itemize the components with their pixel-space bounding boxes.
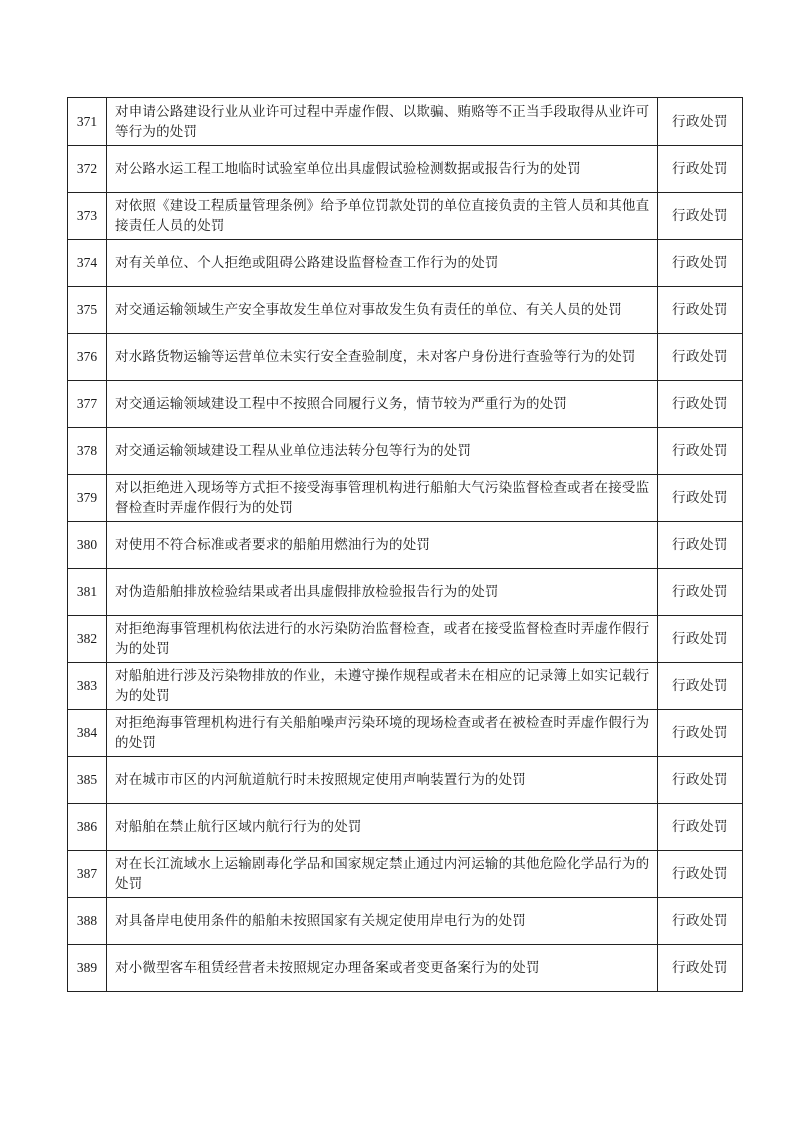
table-row — [68, 193, 743, 240]
item-description: 对使用不符合标准或者要求的船舶用燃油行为的处罚 — [107, 522, 658, 569]
item-description: 对以拒绝进入现场等方式拒不接受海事管理机构进行船舶大气污染监督检查或者在接受监督检查时弄虚作假行为的处罚 — [107, 475, 658, 522]
item-number: 384 — [68, 710, 107, 757]
item-number: 385 — [68, 757, 107, 804]
item-type: 行政处罚 — [658, 193, 743, 240]
item-type: 行政处罚 — [658, 710, 743, 757]
table-row — [68, 240, 743, 287]
item-description: 对小微型客车租赁经营者未按照规定办理备案或者变更备案行为的处罚 — [107, 945, 658, 992]
item-description: 对交通运输领域建设工程中不按照合同履行义务，情节较为严重行为的处罚 — [107, 381, 658, 428]
item-type: 行政处罚 — [658, 98, 743, 146]
item-description: 对申请公路建设行业从业许可过程中弄虚作假、以欺骗、贿赂等不正当手段取得从业许可等行为的处罚 — [107, 98, 658, 146]
item-type: 行政处罚 — [658, 804, 743, 851]
table-row — [68, 663, 743, 710]
item-description: 对依照《建设工程质量管理条例》给予单位罚款处罚的单位直接负责的主管人员和其他直接责任人员的处罚 — [107, 193, 658, 240]
item-type: 行政处罚 — [658, 663, 743, 710]
item-description: 对伪造船舶排放检验结果或者出具虚假排放检验报告行为的处罚 — [107, 569, 658, 616]
item-description: 对船舶进行涉及污染物排放的作业，未遵守操作规程或者未在相应的记录簿上如实记载行为的处罚 — [107, 663, 658, 710]
item-number: 383 — [68, 663, 107, 710]
item-description: 对交通运输领域建设工程从业单位违法转分包等行为的处罚 — [107, 428, 658, 475]
item-type: 行政处罚 — [658, 381, 743, 428]
table-row — [68, 898, 743, 945]
item-description: 对具备岸电使用条件的船舶未按照国家有关规定使用岸电行为的处罚 — [107, 898, 658, 945]
table-row — [68, 945, 743, 992]
item-description: 对拒绝海事管理机构进行有关船舶噪声污染环境的现场检查或者在被检查时弄虚作假行为的处罚 — [107, 710, 658, 757]
item-number: 371 — [68, 98, 107, 146]
table-row — [68, 851, 743, 898]
item-type: 行政处罚 — [658, 428, 743, 475]
item-number: 387 — [68, 851, 107, 898]
item-description: 对有关单位、个人拒绝或阻碍公路建设监督检查工作行为的处罚 — [107, 240, 658, 287]
table-row — [68, 616, 743, 663]
table-row — [68, 287, 743, 334]
table-row — [68, 98, 743, 146]
item-type: 行政处罚 — [658, 146, 743, 193]
item-number: 389 — [68, 945, 107, 992]
item-type: 行政处罚 — [658, 287, 743, 334]
item-description: 对在城市市区的内河航道航行时未按照规定使用声响装置行为的处罚 — [107, 757, 658, 804]
item-number: 382 — [68, 616, 107, 663]
item-number: 372 — [68, 146, 107, 193]
item-description: 对公路水运工程工地临时试验室单位出具虚假试验检测数据或报告行为的处罚 — [107, 146, 658, 193]
item-type: 行政处罚 — [658, 240, 743, 287]
item-type: 行政处罚 — [658, 898, 743, 945]
table-row — [68, 381, 743, 428]
item-number: 381 — [68, 569, 107, 616]
item-number: 378 — [68, 428, 107, 475]
item-type: 行政处罚 — [658, 334, 743, 381]
table-row — [68, 522, 743, 569]
item-type: 行政处罚 — [658, 616, 743, 663]
table-row — [68, 804, 743, 851]
item-type: 行政处罚 — [658, 475, 743, 522]
table-row — [68, 569, 743, 616]
item-type: 行政处罚 — [658, 757, 743, 804]
table-row — [68, 475, 743, 522]
table-row — [68, 146, 743, 193]
item-number: 386 — [68, 804, 107, 851]
item-number: 379 — [68, 475, 107, 522]
table-row — [68, 710, 743, 757]
table-row — [68, 757, 743, 804]
item-number: 380 — [68, 522, 107, 569]
item-description: 对水路货物运输等运营单位未实行安全查验制度，未对客户身份进行查验等行为的处罚 — [107, 334, 658, 381]
item-description: 对交通运输领域生产安全事故发生单位对事故发生负有责任的单位、有关人员的处罚 — [107, 287, 658, 334]
item-number: 388 — [68, 898, 107, 945]
table-row — [68, 334, 743, 381]
item-number: 377 — [68, 381, 107, 428]
item-number: 376 — [68, 334, 107, 381]
item-description: 对拒绝海事管理机构依法进行的水污染防治监督检查，或者在接受监督检查时弄虚作假行为的处罚 — [107, 616, 658, 663]
item-number: 373 — [68, 193, 107, 240]
item-number: 375 — [68, 287, 107, 334]
item-type: 行政处罚 — [658, 569, 743, 616]
item-description: 对船舶在禁止航行区域内航行行为的处罚 — [107, 804, 658, 851]
item-type: 行政处罚 — [658, 945, 743, 992]
penalty-items-table — [67, 97, 743, 992]
table-row — [68, 428, 743, 475]
item-description: 对在长江流域水上运输剧毒化学品和国家规定禁止通过内河运输的其他危险化学品行为的处罚 — [107, 851, 658, 898]
item-type: 行政处罚 — [658, 851, 743, 898]
item-number: 374 — [68, 240, 107, 287]
item-type: 行政处罚 — [658, 522, 743, 569]
